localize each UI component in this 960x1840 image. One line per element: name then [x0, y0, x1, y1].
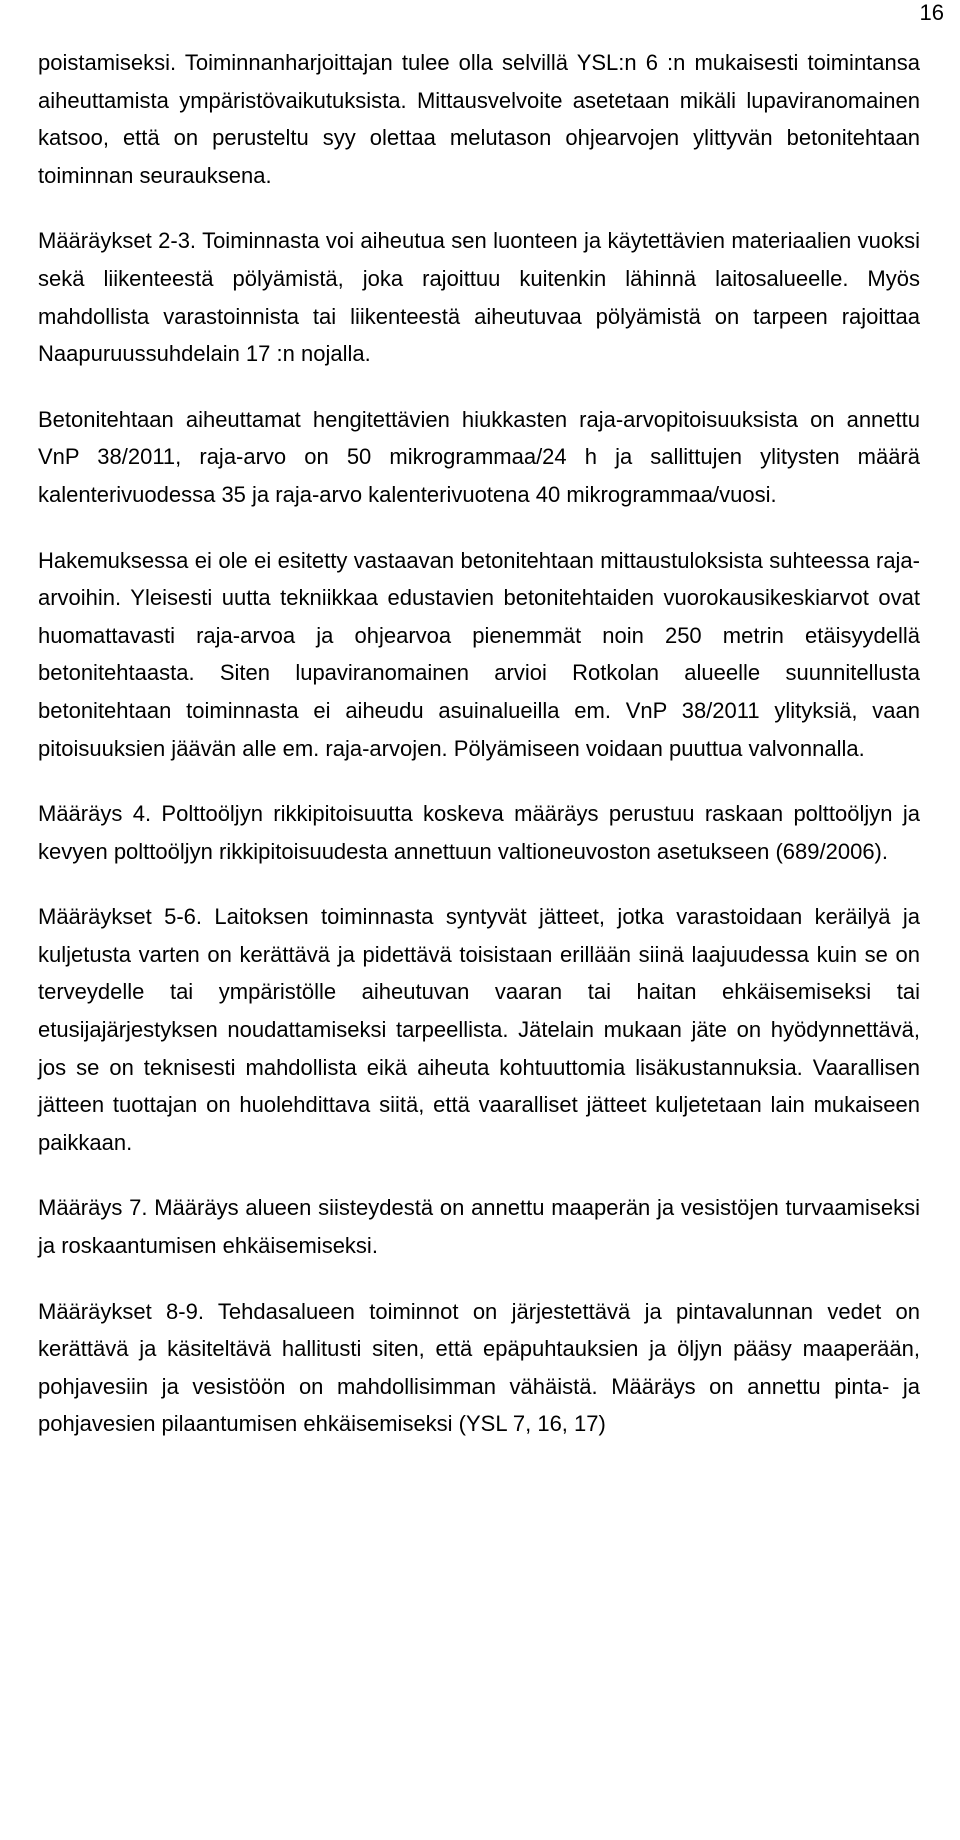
page-number: 16: [919, 0, 944, 25]
paragraph-maaraykset-8-9: Määräykset 8-9. Tehdasalueen toiminnot on järjestettävä ja pintavalunnan vedet on kerättävä ja käsiteltävä hallitusti siten, että epäpuhtauksien ja öljyn pääsy maaperään, pohjavesiin ja vesistöön on mahdollisimman vähäistä. Määräys on annettu pinta- ja pohjavesien pilaantumisen ehkäisemiseksi (YSL 7, 16, 17): [38, 1298, 920, 1437]
paragraph-maarays-7: Määräys 7. Määräys alueen siisteydestä on annettu maaperän ja vesistöjen turvaamiseksi ja roskaantumisen ehkäisemiseksi.: [38, 1195, 920, 1259]
paragraph-hiukkaset: Betonitehtaan aiheuttamat hengitettävien hiukkasten raja-arvopitoisuuksista on annettu VnP 38/2011, raja-arvo on 50 mikrogrammaa/24 h ja sallittujen ylitysten määrä kalenterivuodessa 35 ja raja-arvo kalenterivuotena 40 mikrogrammaa/vuosi.: [38, 406, 920, 507]
paragraph-maaraykset-5-6: Määräykset 5-6. Laitoksen toiminnasta syntyvät jätteet, jotka varastoidaan keräilyä ja kuljetusta varten on kerättävä ja pidettävä toisistaan erillään siinä laajuudessa kuin se on terveydelle tai ympäristölle aiheutuvan vaaran tai haitan ehkäisemiseksi tai etusijajärjestyksen noudattamiseksi tarpeellista. Jätelain mukaan jäte on hyödynnettävä, jos se on teknisesti mahdollista eikä aiheuta kohtuuttomia lisäkustannuksia. Vaarallisen jätteen tuottajan on huolehdittava siitä, että vaaralliset jätteet kuljetetaan lain mukaiseen paikkaan.: [38, 904, 920, 1155]
paragraph-maaraykset-2-3: Määräykset 2-3. Toiminnasta voi aiheutua sen luonteen ja käytettävien materiaalien vuoksi sekä liikenteestä pölyämistä, joka rajoittuu kuitenkin lähinnä laitosalueelle. Myös mahdollista varastoinnista tai liikenteestä aiheutuvaa pölyämistä on tarpeen rajoittaa Naapuruussuhdelain 17 :n nojalla.: [38, 228, 920, 367]
paragraph-melutaso: poistamiseksi. Toiminnanharjoittajan tulee olla selvillä YSL:n 6 :n mukaisesti toimintansa aiheuttamista ympäristövaikutuksista. Mittausvelvoite asetetaan mikäli lupaviranomainen katsoo, että on perusteltu syy olettaa melutason ohjearvojen ylittyvän betonitehtaan toiminnan seurauksena.: [38, 50, 920, 188]
paragraph-hakemus: Hakemuksessa ei ole ei esitetty vastaavan betonitehtaan mittaustuloksista suhteessa raja-arvoihin. Yleisesti uutta tekniikkaa edustavien betonitehtaiden vuorokausikeskiarvot ovat huomattavasti raja-arvoa ja ohjearvoa pienemmät noin 250 metrin etäisyydellä betonitehtaasta. Siten lupaviranomainen arvioi Rotkolan alueelle suunnitellusta betonitehtaan toiminnasta ei aiheudu asuinalueilla em. VnP 38/2011 ylityksiä, vaan pitoisuuksien jäävän alle em. raja-arvojen. Pölyämiseen voidaan puuttua valvonnalla.: [38, 547, 920, 761]
document-body: [38, 44, 920, 1443]
paragraph-maarays-4: Määräys 4. Polttoöljyn rikkipitoisuutta koskeva määräys perustuu raskaan polttoöljyn ja kevyen polttoöljyn rikkipitoisuudesta annettuun valtioneuvoston asetukseen (689/2006).: [38, 801, 920, 864]
